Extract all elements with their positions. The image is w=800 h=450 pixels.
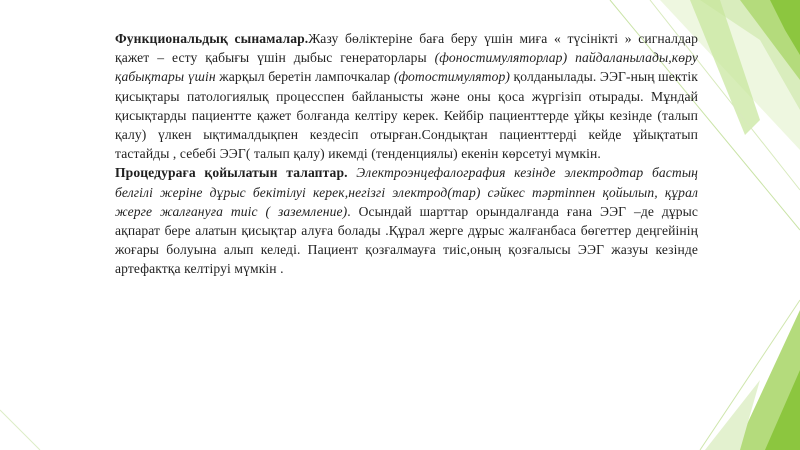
slide-body [115, 29, 698, 279]
heading-functional-tests: Функциональдық сынамалар. [115, 31, 309, 46]
paragraph-procedure-requirements [115, 163, 698, 278]
italic-text: Электроэнцефалография кезінде электродтар бастың белгілі жеріне дұрыс бекітілуі керек,негізгі электрод(тар) сәйкес тәртіппен қойылып, құрал жерге жалғануға тиіс ( заземление) [115, 165, 698, 219]
body-text: Жазу бөліктеріне баға беру үшін миға « түсінікті » сигналдар қажет – есту қабығы үшін дыбыс генераторлары [115, 31, 698, 66]
italic-text: (фоностимуляторлар) пайдаланылады,көру қабықтары үшін [115, 50, 698, 85]
decor-line [0, 410, 40, 450]
italic-text: (фотостимулятор) [393, 69, 510, 85]
body-text: . Осындай шарттар орындалғанда ғана ЭЭГ –де дұрыс ақпарат бере алатын қисықтар алуға болады .Құрал жерге дұрыс жалғанбаса бөгеттер деңгейінің жоғары болуына алып келеді. Пациент қозғалмауға тиіс,оның қозғалысы ЭЭГ жазуы кезінде артефактқа келтіруі мүмкін . [115, 203, 699, 277]
body-text: қолданылады. ЭЭГ-ның шектік қисықтары патологиялық процесспен байланысты және оны қоса жүргізіп отырады. Мұндай қисықтарды пациентте қажет болғанда келтіру керек. Кейбір пациенттерде ұйқы кезінде (талып қалу) үлкен ықтималдықпен кездесіп отырған.Сондықтан пациенттерді кейде ұйықтатып тастайды , себебі ЭЭГ( талып қалу) икемді (тенденциялы) екенін көрсетуі мүмкін. [115, 69, 699, 162]
heading-procedure-requirements: Процедураға қойылатын талаптар. [115, 165, 348, 181]
body-text: жарқыл беретін лампочкалар [215, 69, 394, 85]
paragraph-functional-tests [115, 29, 698, 163]
